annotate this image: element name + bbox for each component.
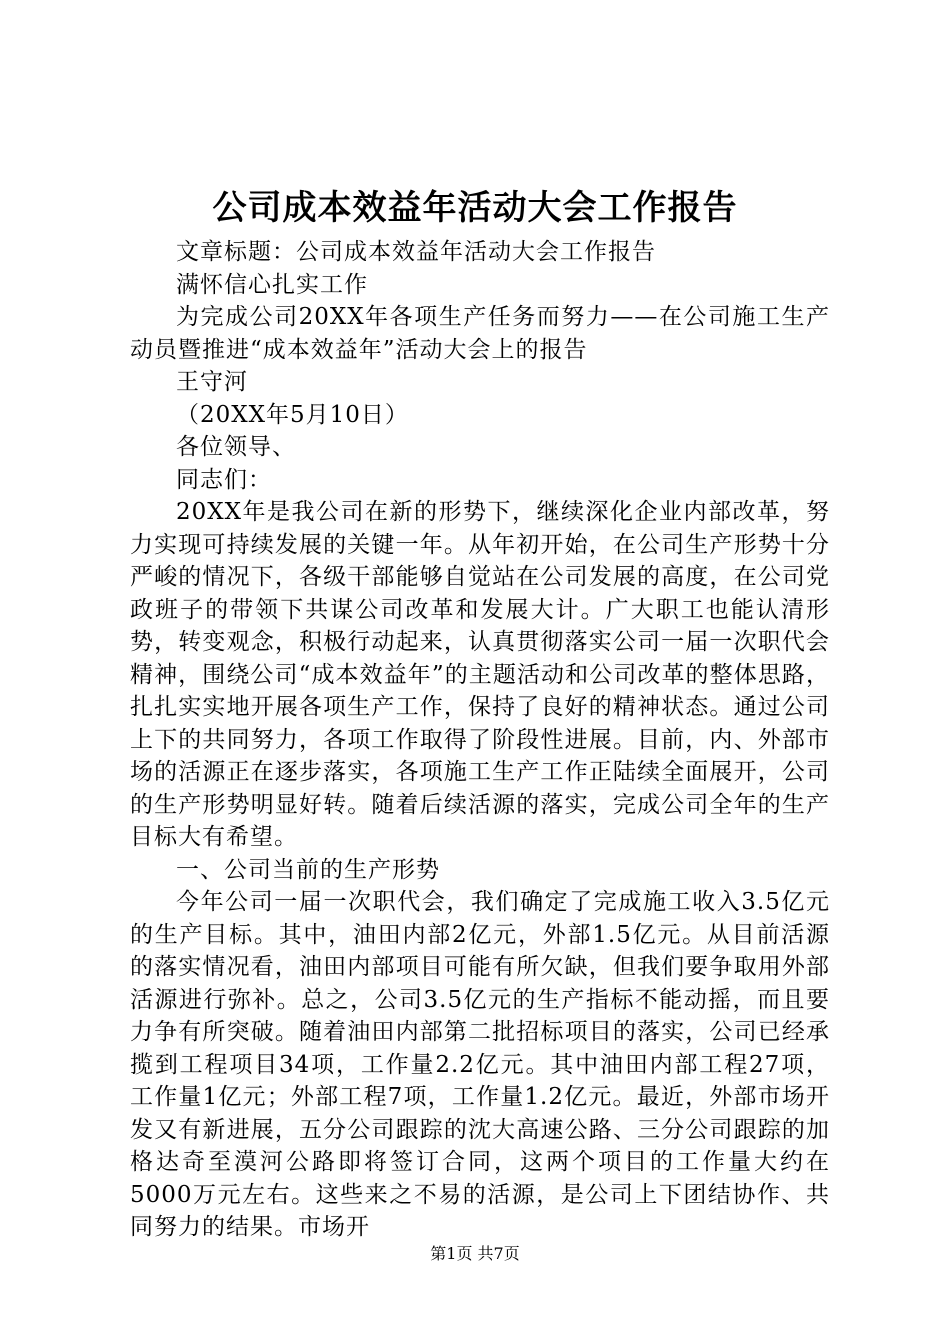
paragraph-intro: 20XX年是我公司在新的形势下，继续深化企业内部改革，努力实现可持续发展的关键一年。从年初开始，在公司生产形势十分严峻的情况下，各级干部能够自觉站在公司发展的高度，在公司党政班子的带领下共谋公司改革和发展大计。广大职工也能认清形势，转变观念，积极行动起来，认真贯彻落实公司一届一次职代会精神，围绕公司“成本效益年”的主题活动和公司改革的整体思路，扎扎实实地开展各项生产工作，保持了良好的精神状态。通过公司上下的共同努力，各项工作取得了阶段性进展。目前，内、外部市场的活源正在逐步落实，各项施工生产工作正陆续全面展开，公司的生产形势明显好转。随着后续活源的落实，完成公司全年的生产目标大有希望。 xyxy=(130,499,830,850)
paragraph-author: 王守河 xyxy=(176,369,248,395)
paragraph-article-title: 文章标题：公司成本效益年活动大会工作报告 xyxy=(176,239,656,265)
paragraph-production-situation: 今年公司一届一次职代会，我们确定了完成施工收入3.5亿元的生产目标。其中，油田内部2亿元，外部1.5亿元。从目前活源的落实情况看，油田内部项目可能有所欠缺，但我们要争取用外部活源进行弥补。总之，公司3.5亿元的生产指标不能动摇，而且要力争有所突破。随着油田内部第二批招标项目的落实，公司已经承揽到工程项目34项，工作量2.2亿元。其中油田内部工程27项，工作量1亿元；外部工程7项，工作量1.2亿元。最近，外部市场开发又有新进展，五分公司跟踪的沈大高速公路、三分公司跟踪的加格达奇至漠河公路即将签订合同，这两个项目的工作量大约在5000万元左右。这些来之不易的活源，是公司上下团结协作、共同努力的结果。市场开 xyxy=(130,889,830,1240)
document-title: 公司成本效益年活动大会工作报告 xyxy=(212,188,738,228)
paragraph-salutation-leaders: 各位领导、 xyxy=(176,434,296,460)
paragraph-subtitle: 为完成公司20XX年各项生产任务而努力——在公司施工生产动员暨推进“成本效益年”活动大会上的报告 xyxy=(130,304,830,363)
paragraph-date: （20XX年5月10日） xyxy=(176,401,409,428)
paragraph-salutation-comrades: 同志们： xyxy=(176,466,272,493)
document-body xyxy=(130,236,830,1244)
page-footer: 第1页 共7页 xyxy=(430,1244,520,1263)
paragraph-headline: 满怀信心扎实工作 xyxy=(176,271,368,298)
section-heading: 一、公司当前的生产形势 xyxy=(176,856,440,883)
